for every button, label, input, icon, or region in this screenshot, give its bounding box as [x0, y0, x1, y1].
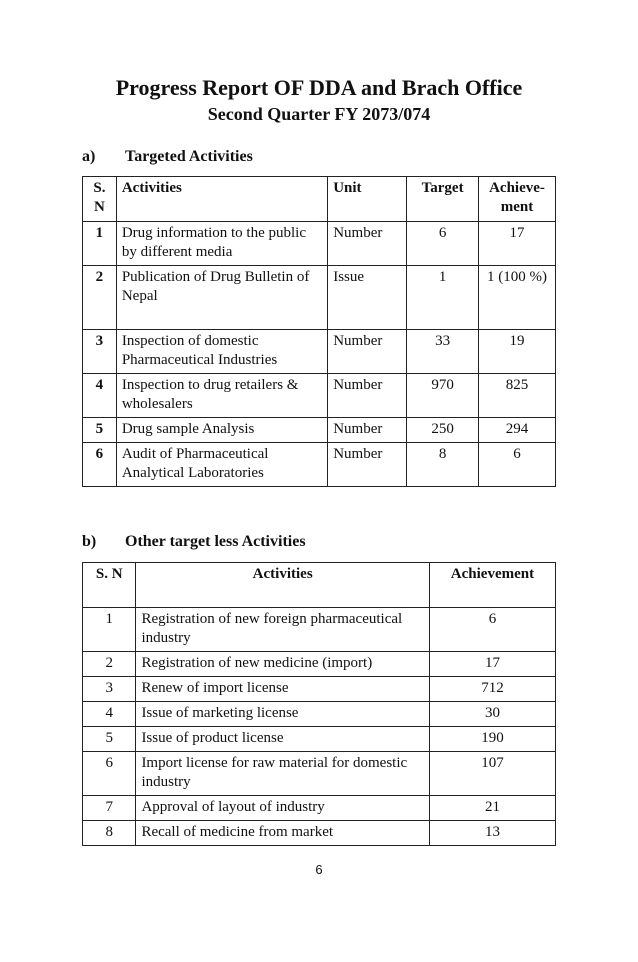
table-row: [83, 266, 556, 330]
table-row: [83, 222, 556, 266]
section-b-heading: [82, 533, 306, 551]
cell-unit: Number: [328, 330, 407, 374]
table-row: [83, 727, 556, 752]
cell-activity: Registration of new medicine (import): [136, 652, 429, 677]
cell-activity: Drug information to the public by different media: [116, 222, 327, 266]
cell-sn: 4: [83, 702, 136, 727]
section-b-label: b): [82, 533, 97, 550]
cell-achievement: 13: [429, 821, 555, 846]
targeted-activities-table: [82, 176, 556, 487]
table-row: [83, 702, 556, 727]
cell-sn: 6: [83, 752, 136, 796]
cell-achievement: 294: [479, 418, 556, 443]
cell-activity: Inspection to drug retailers & wholesalers: [116, 374, 327, 418]
cell-activity: Registration of new foreign pharmaceutical industry: [136, 608, 429, 652]
cell-unit: Issue: [328, 266, 407, 330]
cell-sn: 1: [83, 222, 117, 266]
cell-activity: Issue of product license: [136, 727, 429, 752]
cell-sn: 6: [83, 443, 117, 487]
cell-target: 33: [407, 330, 479, 374]
cell-sn: 2: [83, 652, 136, 677]
cell-sn: 4: [83, 374, 117, 418]
cell-achievement: 712: [429, 677, 555, 702]
cell-achievement: 190: [429, 727, 555, 752]
section-a-label: a): [82, 148, 96, 165]
col-header-unit: Unit: [328, 177, 407, 222]
col-header-sn: S. N: [83, 563, 136, 608]
col-header-activities: Activities: [116, 177, 327, 222]
cell-achievement: 6: [479, 443, 556, 487]
cell-sn: 8: [83, 821, 136, 846]
table-row: [83, 677, 556, 702]
cell-target: 970: [407, 374, 479, 418]
cell-activity: Renew of import license: [136, 677, 429, 702]
cell-unit: Number: [328, 418, 407, 443]
cell-unit: Number: [328, 443, 407, 487]
cell-achievement: 825: [479, 374, 556, 418]
col-header-activities: Activities: [136, 563, 429, 608]
page-title: Progress Report OF DDA and Brach Office: [115, 75, 523, 100]
cell-activity: Audit of Pharmaceutical Analytical Laboratories: [116, 443, 327, 487]
table-row: [83, 443, 556, 487]
cell-activity: Approval of layout of industry: [136, 796, 429, 821]
table-row: [83, 821, 556, 846]
col-header-target: Target: [407, 177, 479, 222]
cell-sn: 5: [83, 727, 136, 752]
cell-achievement: 17: [479, 222, 556, 266]
table-row: [83, 418, 556, 443]
section-a-title: Targeted Activities: [125, 148, 253, 165]
table-row: [83, 796, 556, 821]
cell-activity: Publication of Drug Bulletin of Nepal: [116, 266, 327, 330]
cell-target: 8: [407, 443, 479, 487]
cell-achievement: 30: [429, 702, 555, 727]
page-subtitle: Second Quarter FY 2073/074: [207, 104, 431, 124]
cell-activity: Recall of medicine from market: [136, 821, 429, 846]
cell-activity: Inspection of domestic Pharmaceutical Industries: [116, 330, 327, 374]
col-header-achievement: Achievement: [429, 563, 555, 608]
cell-activity: Issue of marketing license: [136, 702, 429, 727]
table-row: [83, 330, 556, 374]
cell-target: 1: [407, 266, 479, 330]
cell-achievement: 21: [429, 796, 555, 821]
cell-achievement: 19: [479, 330, 556, 374]
table-row: [83, 652, 556, 677]
col-header-sn: S. N: [83, 177, 117, 222]
section-b-title: Other target less Activities: [125, 533, 306, 550]
page-number: 6: [315, 862, 323, 877]
cell-achievement: 107: [429, 752, 555, 796]
cell-sn: 5: [83, 418, 117, 443]
cell-activity: Drug sample Analysis: [116, 418, 327, 443]
cell-unit: Number: [328, 222, 407, 266]
cell-achievement: 6: [429, 608, 555, 652]
cell-target: 6: [407, 222, 479, 266]
table-header-row: [83, 177, 556, 222]
cell-sn: 3: [83, 677, 136, 702]
cell-target: 250: [407, 418, 479, 443]
table-header-row: [83, 563, 556, 608]
cell-sn: 1: [83, 608, 136, 652]
table-row: [83, 374, 556, 418]
cell-unit: Number: [328, 374, 407, 418]
cell-achievement: 17: [429, 652, 555, 677]
cell-achievement: 1 (100 %): [479, 266, 556, 330]
cell-sn: 2: [83, 266, 117, 330]
cell-activity: Import license for raw material for domestic industry: [136, 752, 429, 796]
other-activities-table: [82, 562, 556, 846]
table-row: [83, 608, 556, 652]
col-header-achievement: Achieve-ment: [479, 177, 556, 222]
table-row: [83, 752, 556, 796]
section-a-heading: [82, 148, 253, 166]
cell-sn: 3: [83, 330, 117, 374]
cell-sn: 7: [83, 796, 136, 821]
